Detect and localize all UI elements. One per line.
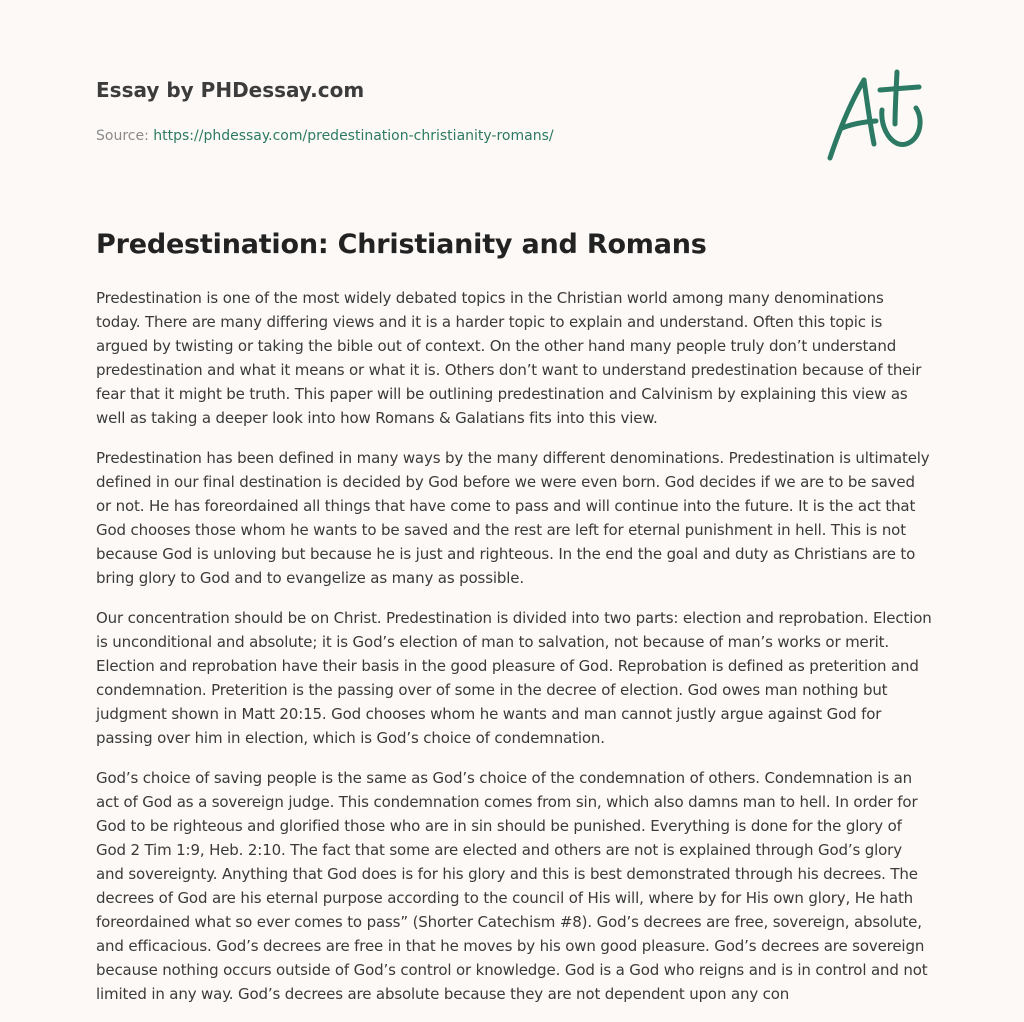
essay-paragraph: Our concentration should be on Christ. Predestination is divided into two parts: election and reprobation. Election is unconditional and absolute; it is God’s election of man to salvation, not because of man’s works or merit. Election and reprobation have their basis in the good pleasure of God. Reprobation is defined as preterition and condemnation. Preterition is the passing over of some in the decree of election. God owes man nothing but judgment shown in Matt 20:15. God chooses whom he wants and man cannot justly argue against God for passing over him in election, which is God’s choice of condemnation.	[96, 609, 932, 747]
essay-paragraph: God’s choice of saving people is the same as God’s choice of the condemnation of others. Condemnation is an act of God as a sovereign judge. This condemnation comes from sin, which also damns man to hell. In order for God to be righteous and glorified those who are in sin should be punished. Everything is done for the glory of God 2 Tim 1:9, Heb. 2:10. The fact that some are elected and others are not is explained through God’s glory and sovereignty. Anything that God does is for his glory and this is best demonstrated through his decrees. The decrees of God are his eternal purpose according to the council of His will, where by for His own glory, He hath foreordained what so ever comes to pass” (Shorter Catechism #8). God’s decrees are free, sovereign, absolute, and efficacious. God’s decrees are free in that he moves by his own good pleasure. God’s decrees are sovereign because nothing occurs outside of God’s control or knowledge. God is a God who reigns and is in control and not limited in any way. God’s decrees are absolute because they are not dependent upon any con	[96, 769, 928, 1003]
document-header	[96, 76, 796, 146]
essay-title: Predestination: Christianity and Romans	[96, 229, 707, 260]
source-line	[96, 126, 796, 146]
a-plus-logo-icon	[822, 66, 928, 166]
brand-title: Essay by PHDessay.com	[96, 78, 365, 102]
essay-body	[96, 286, 932, 1022]
essay-paragraph: Predestination is one of the most widely debated topics in the Christian world among many denominations today. There are many differing views and it is a harder topic to explain and understand. Often this topic is argued by twisting or taking the bible out of context. On the other hand many people truly don’t understand predestination and what it means or what it is. Others don’t want to understand predestination because of their fear that it might be truth. This paper will be outlining predestination and Calvinism by explaining this view as well as taking a deeper look into how Romans & Galatians fits into this view.	[96, 289, 922, 427]
source-label: Source:	[96, 128, 154, 144]
source-link[interactable]: https://phdessay.com/predestination-christianity-romans/	[153, 128, 554, 144]
essay-paragraph: Predestination has been defined in many ways by the many different denominations. Predestination is ultimately defined in our final destination is decided by God before we were even born. God decides if we are to be saved or not. He has foreordained all things that have come to pass and will continue into the future. It is the act that God chooses those whom he wants to be saved and the rest are left for eternal punishment in hell. This is not because God is unloving but because he is just and righteous. In the end the goal and duty as Christians are to bring glory to God and to evangelize as many as possible.	[96, 449, 930, 587]
